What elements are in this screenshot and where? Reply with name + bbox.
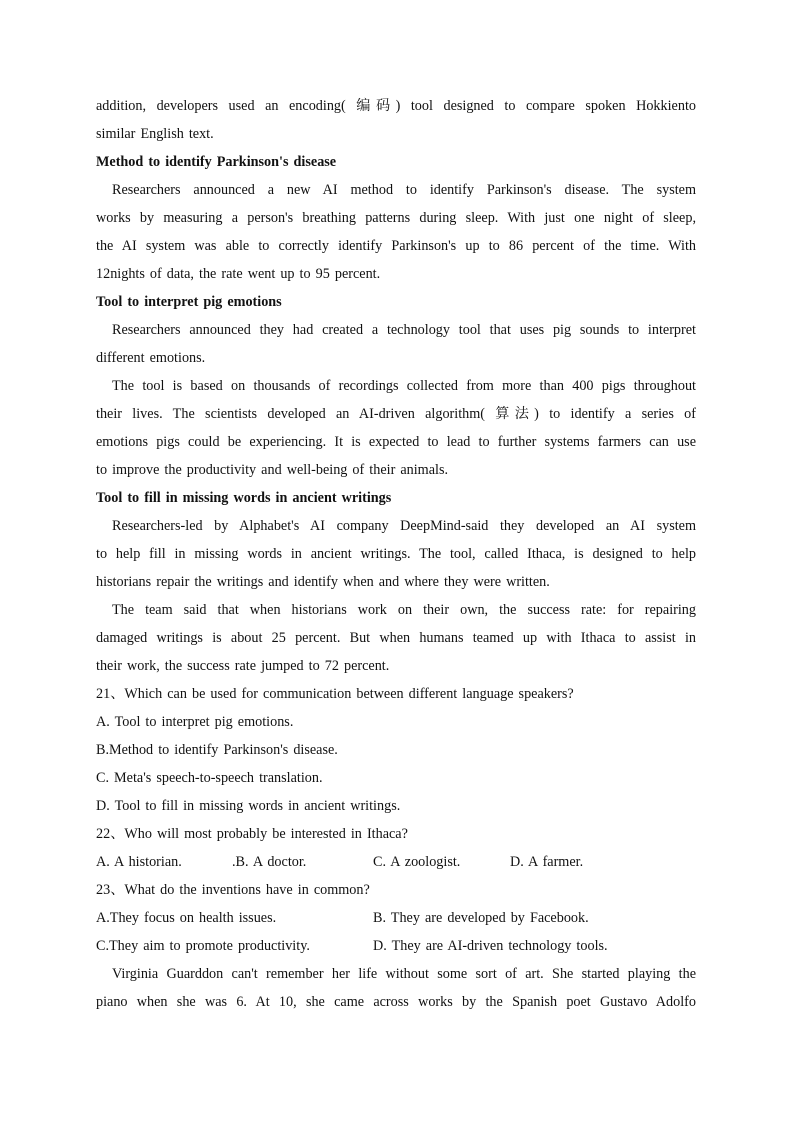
question-23-option-c: C.They aim to promote productivity.: [96, 938, 310, 954]
paragraph-line: addition, developers used an encoding( 编码) tool designed to compare spoken Hokkiento: [96, 98, 696, 114]
question-21-option-d: D. Tool to fill in missing words in ancient writings.: [96, 798, 401, 814]
paragraph-line: damaged writings is about 25 percent. But when humans teamed up with Ithaca to assist in: [96, 630, 696, 646]
paragraph-line: works by measuring a person's breathing patterns during sleep. With just one night of sleep,: [96, 210, 696, 226]
document-page: [96, 92, 696, 1016]
question-22-option-a: A. A historian.: [96, 854, 182, 870]
question-stem-22: 22、Who will most probably be interested in Ithaca?: [96, 826, 408, 842]
paragraph-line: The tool is based on thousands of recordings collected from more than 400 pigs throughout: [112, 378, 696, 394]
paragraph-line: their lives. The scientists developed an AI-driven algorithm( 算法) to identify a series of: [96, 406, 696, 422]
paragraph-line: the AI system was able to correctly identify Parkinson's up to 86 percent of the time. With: [96, 238, 696, 254]
paragraph-line: their work, the success rate jumped to 72 percent.: [96, 658, 390, 674]
paragraph-line: Researchers announced they had created a technology tool that uses pig sounds to interpret: [112, 322, 696, 338]
question-21-option-b: B.Method to identify Parkinson's disease.: [96, 742, 338, 758]
question-23-option-a: A.They focus on health issues.: [96, 910, 277, 926]
question-23-option-b: B. They are developed by Facebook.: [373, 910, 589, 926]
question-23-option-d: D. They are AI-driven technology tools.: [373, 938, 608, 954]
paragraph-line: 12nights of data, the rate went up to 95 percent.: [96, 266, 381, 282]
question-22-options: [96, 848, 696, 876]
paragraph-line: The team said that when historians work on their own, the success rate: for repairing: [112, 602, 696, 618]
question-stem-21: 21、Which can be used for communication between different language speakers?: [96, 686, 574, 702]
paragraph-line: emotions pigs could be experiencing. It is expected to lead to further systems farmers can use: [96, 434, 696, 450]
paragraph-line: Researchers announced a new AI method to identify Parkinson's disease. The system: [112, 182, 696, 198]
question-23-options-row-1: [96, 904, 696, 932]
question-22-option-d: D. A farmer.: [510, 854, 584, 870]
question-22-option-b: .B. A doctor.: [232, 854, 307, 870]
question-21-option-a: A. Tool to interpret pig emotions.: [96, 714, 294, 730]
question-22-option-c: C. A zoologist.: [373, 854, 461, 870]
paragraph-line: to help fill in missing words in ancient writings. The tool, called Ithaca, is designed to help: [96, 546, 696, 562]
paragraph-line: Virginia Guarddon can't remember her life without some sort of art. She started playing the: [112, 966, 696, 982]
section-heading: Tool to interpret pig emotions: [96, 294, 282, 310]
question-21-option-c: C. Meta's speech-to-speech translation.: [96, 770, 323, 786]
paragraph-line: historians repair the writings and identify when and where they were written.: [96, 574, 550, 590]
section-heading: Method to identify Parkinson's disease: [96, 154, 337, 170]
paragraph-line: to improve the productivity and well-being of their animals.: [96, 462, 449, 478]
paragraph-line: different emotions.: [96, 350, 206, 366]
paragraph-line: piano when she was 6. At 10, she came across works by the Spanish poet Gustavo Adolfo: [96, 994, 696, 1010]
question-stem-23: 23、What do the inventions have in common?: [96, 882, 370, 898]
paragraph-line: similar English text.: [96, 126, 214, 142]
paragraph-line: Researchers-led by Alphabet's AI company DeepMind-said they developed an AI system: [112, 518, 696, 534]
section-heading: Tool to fill in missing words in ancient writings: [96, 490, 392, 506]
question-23-options-row-2: [96, 932, 696, 960]
